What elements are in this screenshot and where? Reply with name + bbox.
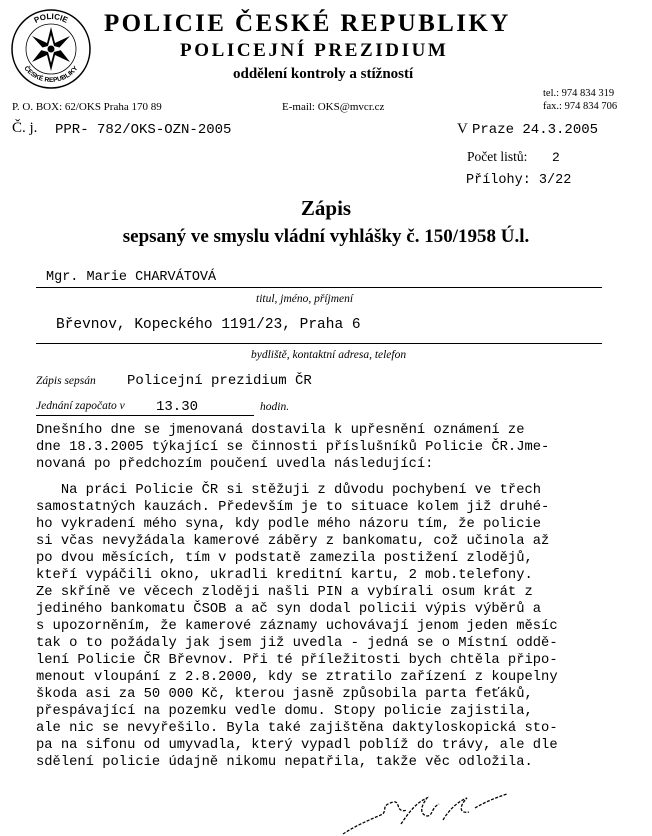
statement-line: ho vykradení mého syna, kdy podle mého názoru tím, že policie xyxy=(36,517,542,532)
statement-line: s upozorněním, že kamerové záznamy uchovávají jenom jeden měsíc xyxy=(36,619,558,634)
start-time-underline xyxy=(36,415,254,416)
document-subtitle: sepsaný ve smyslu vládní vyhlášky č. 150/1958 Ú.l. xyxy=(122,226,530,247)
statement-line: pa na sifonu od umyvadla, který vypadl poblíž do trávy, ale dle xyxy=(36,738,558,753)
statement-line: samostatných kauzách. Především je to situace kolem již druhé- xyxy=(36,500,550,515)
name-caption: titul, jméno, příjmení xyxy=(256,293,354,305)
statement-line: jediného bankomatu ČSOB a ač syn dodal policii výpis výběrů a xyxy=(36,602,542,617)
statement-line: si včas nevyžádala kamerové záběry z bankomatu, což učinola až xyxy=(36,534,550,549)
svg-text:POLICIE: POLICIE xyxy=(32,11,70,25)
intro-line: dne 18.3.2005 týkající se činnosti příslušníků Policie ČR.Jme- xyxy=(36,440,550,455)
statement-line: Na práci Policie ČR si stěžuji z důvodu pochybení ve třech xyxy=(36,483,542,498)
name-underline xyxy=(36,287,602,288)
person-name: Mgr. Marie CHARVÁTOVÁ xyxy=(46,270,217,285)
police-seal-icon xyxy=(10,8,92,90)
document-title: Zápis xyxy=(300,196,352,220)
attachments: Přílohy: 3/22 xyxy=(466,173,572,188)
start-time-value: 13.30 xyxy=(156,399,199,415)
statement-line: po dvou měsících, tím v podstatě zamezila postižení zlodějů, xyxy=(36,551,533,566)
po-box: P. O. BOX: 62/OKS Praha 170 89 xyxy=(12,101,162,113)
address-underline xyxy=(36,343,602,344)
sheet-count-label: Počet listů: xyxy=(467,149,528,164)
statement-line: škoda asi za 50 000 Kč, kterou jasně způsobila parta feťáků, xyxy=(36,687,533,702)
statement-line: kteří vypáčili okno, ukradli kreditní kartu, 2 mob.telefony. xyxy=(36,568,533,583)
record-by-value: Policejní prezidium ČR xyxy=(127,373,312,389)
email: E-mail: OKS@mvcr.cz xyxy=(282,101,385,113)
department-name: POLICEJNÍ PREZIDIUM xyxy=(180,40,449,61)
unit-name: oddělení kontroly a stížností xyxy=(233,66,414,82)
person-address: Břevnov, Kopeckého 1191/23, Praha 6 xyxy=(56,317,361,333)
statement-line: menout vloupání z 2.8.2000, kdy se ztratilo zařízení z koupelny xyxy=(36,670,558,685)
statement-line: tak o to požádaly jak jsem již uvedla - jedná se o Místní oddě- xyxy=(36,636,558,651)
statement-line: lení Policie ČR Břevnov. Při té příležitosti bych chtěla připo- xyxy=(36,653,558,668)
statement-line: sdělení policie údajně nikomu nepatřila, takže věc odložila. xyxy=(36,755,533,770)
telephone: tel.: 974 834 319 xyxy=(543,88,615,99)
hours-label: hodin. xyxy=(260,401,290,413)
statement-line: Ze skříně ve věcech zloději našli PIN a vybírali osum krát z xyxy=(36,585,533,600)
statement-line: ale nic se nevyřešilo. Byla také zajištěna daktyloskopická sto- xyxy=(36,721,558,736)
reference-label: Č. j. xyxy=(12,120,38,136)
record-by-label: Zápis sepsán xyxy=(36,375,96,387)
address-caption: bydliště, kontaktní adresa, telefon xyxy=(251,349,407,361)
start-time-label: Jednání započato v xyxy=(36,400,125,412)
place-date: Praze 24.3.2005 xyxy=(472,122,599,138)
fax: fax.: 974 834 706 xyxy=(543,101,618,112)
svg-text:ČESKÉ REPUBLIKY: ČESKÉ REPUBLIKY xyxy=(22,64,80,85)
signature-icon xyxy=(335,780,535,836)
sheet-count-value: 2 xyxy=(552,150,560,165)
place-prefix: V xyxy=(457,121,468,137)
reference-number: PPR- 782/OKS-OZN-2005 xyxy=(55,122,232,138)
intro-line: Dnešního dne se jmenovaná dostavila k upřesnění oznámení ze xyxy=(36,423,525,438)
org-name: POLICIE ČESKÉ REPUBLIKY xyxy=(104,10,511,37)
intro-line: novaná po předchozím poučení uvedla následující: xyxy=(36,457,434,472)
statement-line: přespávající na pozemku vedle domu. Stopy policie zajistila, xyxy=(36,704,533,719)
